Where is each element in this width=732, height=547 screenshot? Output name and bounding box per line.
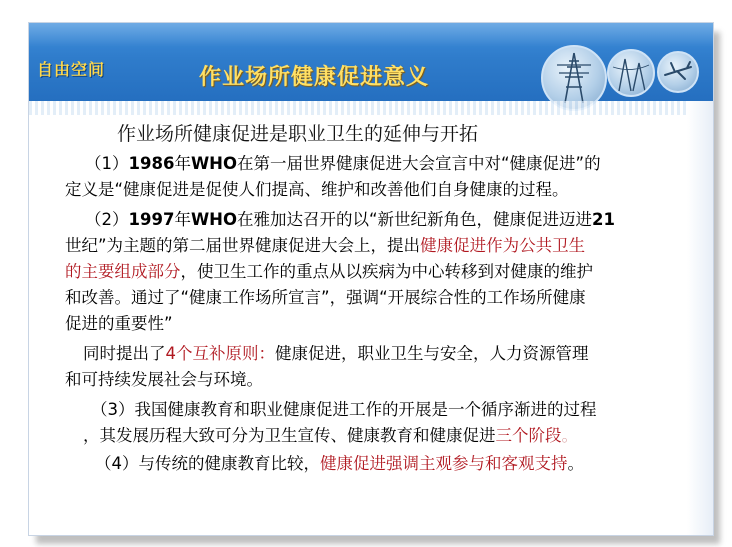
p2-line2-text: 世纪”为主题的第二届世界健康促进大会上，提出 [65,236,421,255]
banner-stripe [29,101,713,115]
slide-title: 作业场所健康促进意义 [199,65,430,90]
p2-num: 21 [592,210,616,229]
paragraph-4-line-1: （3）我国健康教育和职业健康促进工作的开展是一个循序渐进的过程 [91,400,597,419]
p1-text-b: 在第一届世界健康促进大会宣言中对“健康促进”的 [236,154,601,173]
paragraph-3-line-2: 和可持续发展社会与环境。 [65,370,263,389]
banner-sheen [29,23,713,47]
p2-line3-highlight: 的主要组成部分 [65,262,181,281]
p4-line2-end: 。 [561,426,578,445]
p1-lead: （1） [85,154,129,173]
paragraph-5-line-1 [95,451,714,477]
slide [28,22,714,536]
p1-year: 1986 [128,154,175,173]
airplane-image [657,51,699,93]
section-heading: 作业场所健康促进是职业卫生的延伸与开拓 [117,123,479,145]
paragraph-2-line-3 [65,259,705,285]
p5-end: 。 [567,454,584,473]
p5-lead: （4）与传统的健康教育比较， [95,454,320,473]
p4-line2-text: ，其发展历程大致可分为卫生宣传、健康教育和健康促进 [83,426,496,445]
paragraph-2-line-2 [65,233,705,259]
p3-highlight: 4个互补原则： [165,344,275,363]
power-lines-image [607,49,655,97]
paragraph-1-line-2: 定义是“健康促进是促使人们提高、维护和改善他们自身健康的过程。 [65,180,569,199]
p3-rest: 健康促进，职业卫生与安全，人力资源管理 [275,344,589,363]
p2-who: WHO [190,210,237,229]
p5-highlight: 健康促进强调主观参与和客观支持 [320,454,568,473]
p1-who: WHO [190,154,237,173]
p2-text-b: 在雅加达召开的以“新世纪新角色，健康促进迈进 [236,210,593,229]
header-banner [29,23,713,101]
p2-line2-highlight: 健康促进作为公共卫生 [420,236,586,255]
p2-text-a: 年 [174,210,191,229]
paragraph-2-line-5: 促进的重要性” [65,314,173,333]
paragraph-1-line-1 [85,151,714,177]
p4-line2-highlight: 三个阶段 [495,426,562,445]
p3-lead: 同时提出了 [83,344,166,363]
paragraph-3-line-1 [83,341,714,367]
p2-year: 1997 [128,210,175,229]
p2-line3-text: ，使卫生工作的重点从以疾病为中心转移到对健康的维护 [180,262,593,281]
logo-text: 自由空间 [37,60,106,79]
paragraph-2-line-4: 和改善。通过了“健康工作场所宣言”，强调“开展综合性的工作场所健康 [65,288,586,307]
p1-text-a: 年 [174,154,191,173]
paragraph-4-line-2 [83,423,714,449]
paragraph-2-line-1 [85,207,714,233]
p2-lead: （2） [85,210,129,229]
